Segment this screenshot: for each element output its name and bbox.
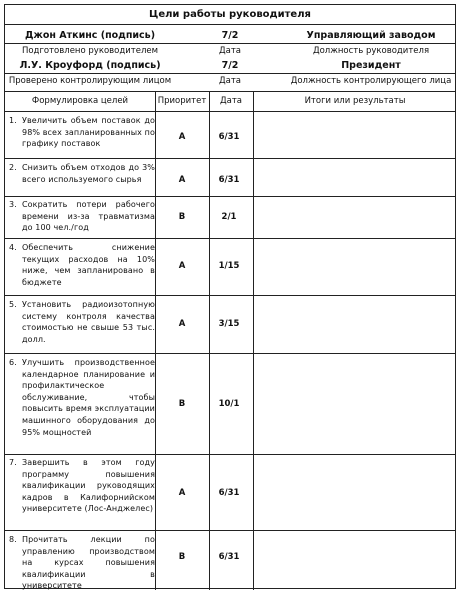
col-sep (209, 91, 210, 590)
goal-priority: В (178, 212, 186, 222)
goal-priority: А (178, 261, 186, 271)
table-header (5, 91, 455, 111)
goal-priority: В (178, 399, 186, 409)
manager-date-label: Дата (218, 46, 241, 56)
table-row (9, 115, 155, 150)
goal-number: 1. (9, 116, 17, 125)
table-row (9, 199, 155, 234)
manager-name: Джон Аткинс (подпись) (24, 30, 156, 41)
goal-text: Обеспечить снижение текущих расходов на 10% ниже, чем запланировано в бюджете (22, 243, 155, 287)
table-row (9, 162, 155, 185)
manager-position: Управляющий заводом (306, 30, 436, 41)
goal-priority: А (178, 488, 186, 498)
col-result: Итоги или результаты (304, 96, 406, 106)
goal-text: Завершить в этом году программу повышения квалификации руководящих кадров в Калифорнийском университете (Лос-Анджелес) (22, 458, 155, 514)
supervisor-row (5, 60, 455, 72)
goal-text: Улучшить производственное календарное планирование и профилактическое обслуживание, чтобы повысить время эксплуатации машинного оборудования до 95% мощностей (22, 358, 155, 437)
goal-text: Снизить объем отходов до 3% всего используемого сырья (22, 163, 155, 184)
goal-priority: А (178, 132, 186, 142)
goal-number: 4. (9, 243, 17, 252)
col-sep (155, 91, 156, 590)
goal-date: 6/31 (218, 552, 240, 562)
divider (5, 238, 455, 239)
table-row (9, 299, 155, 345)
manager-labels-row (5, 45, 455, 57)
supervisor-name-label: Проверено контролирующим лицом (8, 76, 172, 86)
divider (5, 530, 455, 531)
divider (5, 295, 455, 296)
goal-number: 7. (9, 458, 17, 467)
col-priority: Приоритет (157, 96, 207, 106)
col-date: Дата (219, 96, 242, 106)
col-goal: Формулировка целей (31, 96, 129, 106)
goal-date: 3/15 (218, 319, 240, 329)
supervisor-date-label: Дата (218, 76, 241, 86)
goals-form (4, 4, 456, 589)
divider (5, 43, 455, 44)
goal-text: Увеличить объем поставок до 98% всех запланированных по графику поставок (22, 116, 155, 149)
goal-date: 6/31 (218, 488, 240, 498)
manager-row (5, 30, 455, 42)
goal-date: 10/1 (218, 399, 240, 409)
goal-date: 1/15 (218, 261, 240, 271)
table-row (9, 457, 155, 515)
goal-priority: А (178, 319, 186, 329)
supervisor-position-label: Должность контролирующего лица (290, 76, 452, 86)
goal-priority: А (178, 175, 186, 185)
goal-date: 2/1 (221, 212, 237, 222)
table-row (9, 357, 155, 438)
divider (5, 24, 455, 25)
goal-number: 2. (9, 163, 17, 172)
goal-number: 5. (9, 300, 17, 309)
divider (5, 158, 455, 159)
supervisor-labels-row (5, 75, 455, 87)
manager-date: 7/2 (221, 30, 239, 41)
goal-date: 6/31 (218, 132, 240, 142)
goal-text: Прочитать лекции по управлению производством на курсах повышения квалификации в университете (22, 535, 155, 591)
goal-date: 6/31 (218, 175, 240, 185)
col-sep (253, 91, 254, 590)
manager-position-label: Должность руководителя (312, 46, 430, 56)
goal-number: 3. (9, 200, 17, 209)
divider (5, 73, 455, 74)
divider (5, 454, 455, 455)
goal-number: 8. (9, 535, 17, 544)
manager-name-label: Подготовлено руководителем (21, 46, 159, 56)
goal-text: Сократить потери рабочего времени из-за травматизма до 100 чел./год (22, 200, 155, 233)
goal-number: 6. (9, 358, 17, 367)
divider (5, 111, 455, 112)
table-row (9, 534, 155, 592)
supervisor-name: Л.У. Кроуфорд (подпись) (19, 60, 161, 71)
goal-priority: В (178, 552, 186, 562)
table-row (9, 242, 155, 288)
goal-text: Установить радиоизотопную систему контроля качества стоимостью не свыше 53 тыс. долл. (22, 300, 155, 344)
divider (5, 196, 455, 197)
form-title: Цели работы руководителя (149, 9, 311, 20)
supervisor-position: Президент (341, 60, 401, 71)
supervisor-date: 7/2 (221, 60, 239, 71)
divider (5, 353, 455, 354)
